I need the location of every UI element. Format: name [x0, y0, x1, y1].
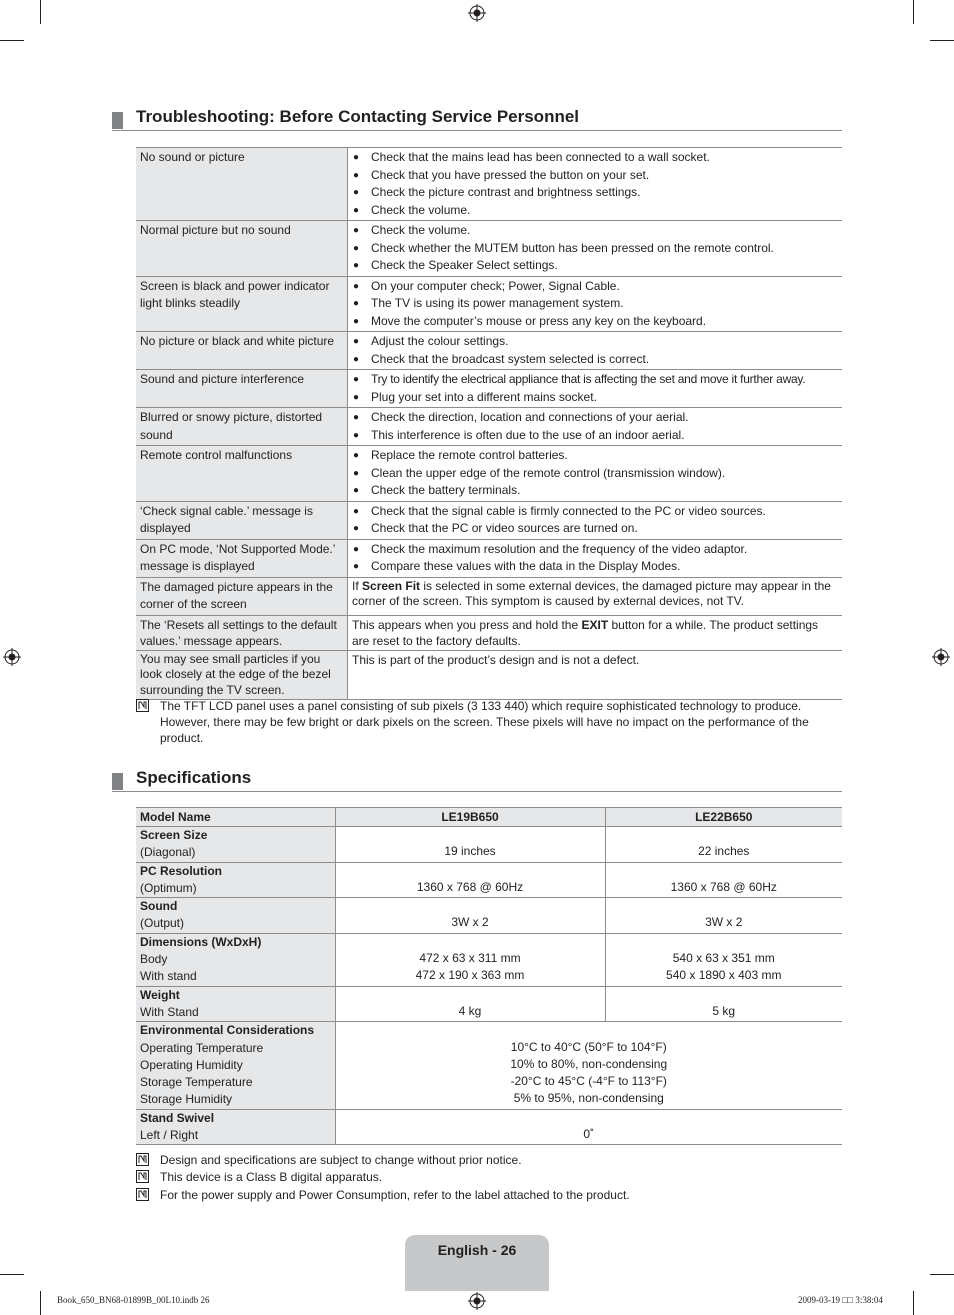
spec-value-cell [605, 933, 842, 986]
registration-mark-icon [468, 1292, 486, 1310]
spec-sublabel: (Diagonal) [140, 845, 196, 860]
solution-item: ● Move the computer’s mouse or press any key on the keyboard. [352, 313, 838, 331]
table-row [136, 827, 842, 863]
crop-mark [930, 40, 954, 41]
solution-item: ● Check that you have pressed the button on your set. [352, 167, 838, 185]
table-row [136, 501, 842, 539]
solution-text: is selected in some external devices, the damaged picture may appear in the corner of the screen. This symptom is caused by external devices, not TV. [352, 578, 831, 608]
spec-label: Weight [140, 987, 180, 1002]
note-icon [136, 699, 149, 712]
solution-text: This appears when you press and hold the [352, 617, 582, 632]
spec-value: 3W x 2 [605, 898, 842, 934]
solution-text: If [352, 578, 363, 593]
spec-value: 4 kg [335, 986, 605, 1022]
spec-label-cell [136, 1109, 335, 1145]
spec-sublabel: Left / Right [140, 1128, 199, 1143]
symptom-cell: The ‘Resets all settings to the default values.’ message appears. [136, 615, 348, 650]
solution-cell: This is part of the product’s design and is not a defect. [348, 650, 843, 700]
solution-item: ● Check that the signal cable is firmly connected to the PC or video sources. [352, 503, 838, 521]
solution-item: ● This interference is often due to the use of an indoor aerial. [352, 427, 838, 445]
troubleshooting-table [136, 147, 842, 700]
spec-value: 5 kg [605, 986, 842, 1022]
crop-mark [930, 1274, 954, 1275]
heading-bar [112, 112, 123, 129]
table-row [136, 615, 842, 650]
solution-cell [348, 276, 843, 332]
crop-mark [40, 1291, 41, 1315]
solution-cell [348, 148, 843, 221]
spec-value: 10°C to 40°C (50°F to 104°F) [510, 1039, 667, 1054]
table-row [136, 862, 842, 898]
table-row [136, 577, 842, 615]
symptom-cell: Normal picture but no sound [136, 221, 348, 277]
crop-mark [913, 1291, 914, 1315]
symptom-cell: Screen is black and power indicator light blinks steadily [136, 276, 348, 332]
model-2-header: LE22B650 [605, 808, 842, 827]
crop-mark [0, 1274, 24, 1275]
spec-label: Sound [140, 899, 178, 914]
spec-label: Stand Swivel [140, 1110, 215, 1125]
spec-value: 472 x 63 x 311 mm [419, 951, 521, 966]
spec-value: 10% to 80%, non-condensing [510, 1056, 668, 1071]
solution-item: ● Plug your set into a different mains socket. [352, 389, 838, 407]
spec-sublabel: (Output) [140, 916, 185, 931]
crop-mark [913, 0, 914, 24]
page-number: English - 26 [437, 1242, 517, 1258]
heading-bar [112, 773, 123, 790]
spec-sublabel: With stand [140, 969, 197, 984]
solution-item: ● Compare these values with the data in the Display Modes. [352, 558, 838, 576]
table-row [136, 446, 842, 502]
solution-text: button for a while. The product settings are reset to the factory defaults. [352, 617, 819, 648]
solution-item: ● The TV is using its power management system. [352, 295, 838, 313]
solution-cell [348, 446, 843, 502]
spec-label: Environmental Considerations [140, 1023, 315, 1038]
solution-item: ● Check the picture contrast and brightness settings. [352, 184, 838, 202]
spec-label: Screen Size [140, 828, 208, 842]
solution-cell [348, 501, 843, 539]
solution-cell [348, 615, 843, 650]
note-icon [136, 1170, 149, 1183]
symptom-cell: No picture or black and white picture [136, 332, 348, 370]
solution-item: ● Check that the broadcast system selected is correct. [352, 351, 838, 369]
solution-cell [348, 539, 843, 577]
spec-value: 5% to 95%, non-condensing [513, 1091, 664, 1106]
table-row [136, 898, 842, 934]
solution-item: ● Check whether the MUTEM button has been pressed on the remote control. [352, 240, 838, 258]
table-row [136, 539, 842, 577]
troubleshooting-heading [112, 107, 842, 131]
solution-item: ● Check that the PC or video sources are turned on. [352, 520, 838, 538]
spec-value: 540 x 63 x 351 mm [672, 951, 775, 966]
spec-sublabel: Operating Humidity [140, 1057, 243, 1072]
specifications-heading [112, 768, 842, 792]
table-row [136, 148, 842, 221]
spec-value: 3W x 2 [335, 898, 605, 934]
spec-value: 1360 x 768 @ 60Hz [335, 862, 605, 898]
table-row [136, 1022, 842, 1109]
registration-mark-icon [3, 648, 21, 666]
crop-mark [40, 0, 41, 24]
specifications-title: Specifications [136, 768, 252, 787]
note-icon [136, 1188, 149, 1201]
note-text: This device is a Class B digital apparatus. [160, 1170, 383, 1184]
table-row [136, 1109, 842, 1145]
spec-sublabel: Storage Humidity [140, 1092, 233, 1107]
table-row [136, 986, 842, 1022]
registration-mark-icon [932, 648, 950, 666]
solution-cell [348, 221, 843, 277]
solution-item: ● Try to identify the electrical appliance that is affecting the set and move it further away. [352, 371, 838, 389]
solution-item: ● Check the volume. [352, 222, 838, 240]
table-row [136, 332, 842, 370]
solution-item: ● Check the battery terminals. [352, 482, 838, 500]
spec-label-cell [136, 986, 335, 1022]
spec-label-cell [136, 933, 335, 986]
spec-label-cell [136, 862, 335, 898]
spec-value-cell [335, 933, 605, 986]
solution-cell [348, 332, 843, 370]
solution-item: ● Check that the mains lead has been connected to a wall socket. [352, 149, 838, 167]
spec-value: 22 inches [605, 827, 842, 863]
spec-value: 19 inches [335, 827, 605, 863]
spec-label: Dimensions (WxDxH) [140, 934, 262, 949]
symptom-cell: ‘Check signal cable.’ message is displayed [136, 501, 348, 539]
table-row [136, 370, 842, 408]
symptom-cell: You may see small particles if you look closely at the edge of the bezel surrounding the TV screen. [136, 650, 348, 700]
table-row [136, 808, 842, 827]
spec-sublabel: With Stand [140, 1004, 199, 1019]
solution-cell [348, 408, 843, 446]
page-number-tab [405, 1235, 549, 1291]
symptom-cell: On PC mode, ‘Not Supported Mode.’ message is displayed [136, 539, 348, 577]
spec-sublabel: Operating Temperature [140, 1040, 264, 1055]
solution-item: ● Check the volume. [352, 202, 838, 220]
solution-bold: Screen Fit [362, 578, 421, 593]
table-row [136, 650, 842, 700]
solution-item: ● Check the Speaker Select settings. [352, 257, 838, 275]
solution-item: ● Replace the remote control batteries. [352, 447, 838, 465]
solution-cell [348, 577, 843, 615]
spec-label: Model Name [136, 808, 335, 827]
spec-label-cell [136, 898, 335, 934]
spec-value: 540 x 1890 x 403 mm [666, 968, 782, 983]
print-slug-left: Book_650_BN68-01899B_00L10.indb 26 [57, 1295, 210, 1305]
symptom-cell: Blurred or snowy picture, distorted sound [136, 408, 348, 446]
table-row [136, 221, 842, 277]
solution-item: ● On your computer check; Power, Signal Cable. [352, 278, 838, 296]
symptom-cell: Sound and picture interference [136, 370, 348, 408]
spec-sublabel: (Optimum) [140, 880, 197, 895]
crop-mark [0, 40, 24, 41]
spec-value: 472 x 190 x 363 mm [415, 968, 525, 983]
troubleshooting-title: Troubleshooting: Before Contacting Service Personnel [136, 107, 580, 126]
spec-value: -20°C to 45°C (-4°F to 113°F) [510, 1074, 667, 1089]
table-row [136, 933, 842, 986]
solution-bold: EXIT [581, 617, 609, 632]
solution-cell [348, 370, 843, 408]
symptom-cell: The damaged picture appears in the corner of the screen [136, 577, 348, 615]
symptom-cell: No sound or picture [136, 148, 348, 221]
note-text: The TFT LCD panel uses a panel consisting of sub pixels (3 133 440) which require sophisticated technology to produce. However, there may be few bright or dark pixels on the screen. These pixels will have no impact on the performance of the product. [160, 699, 809, 745]
note-text: Design and specifications are subject to change without prior notice. [160, 1153, 522, 1167]
model-1-header: LE19B650 [335, 808, 605, 827]
solution-item: ● Check the direction, location and connections of your aerial. [352, 409, 838, 427]
solution-item: ● Clean the upper edge of the remote control (transmission window). [352, 465, 838, 483]
solution-item: ● Adjust the colour settings. [352, 333, 838, 351]
registration-mark-icon [468, 4, 486, 22]
spec-label-cell [136, 827, 335, 863]
print-slug-right: 2009-03-19 □□ 3:38:04 [798, 1295, 883, 1305]
symptom-cell: Remote control malfunctions [136, 446, 348, 502]
note-text: For the power supply and Power Consumption, refer to the label attached to the product. [160, 1188, 630, 1202]
specifications-table [136, 807, 842, 1145]
table-row [136, 408, 842, 446]
spec-value-cell [335, 1022, 842, 1109]
spec-label: PC Resolution [140, 863, 223, 878]
solution-item: ● Check the maximum resolution and the frequency of the video adaptor. [352, 541, 838, 559]
table-row [136, 276, 842, 332]
spec-value: 0˚ [335, 1109, 842, 1145]
spec-sublabel: Body [140, 952, 168, 967]
spec-value: 1360 x 768 @ 60Hz [605, 862, 842, 898]
spec-label-cell [136, 1022, 335, 1109]
spec-sublabel: Storage Temperature [140, 1075, 253, 1090]
note-icon [136, 1153, 149, 1166]
